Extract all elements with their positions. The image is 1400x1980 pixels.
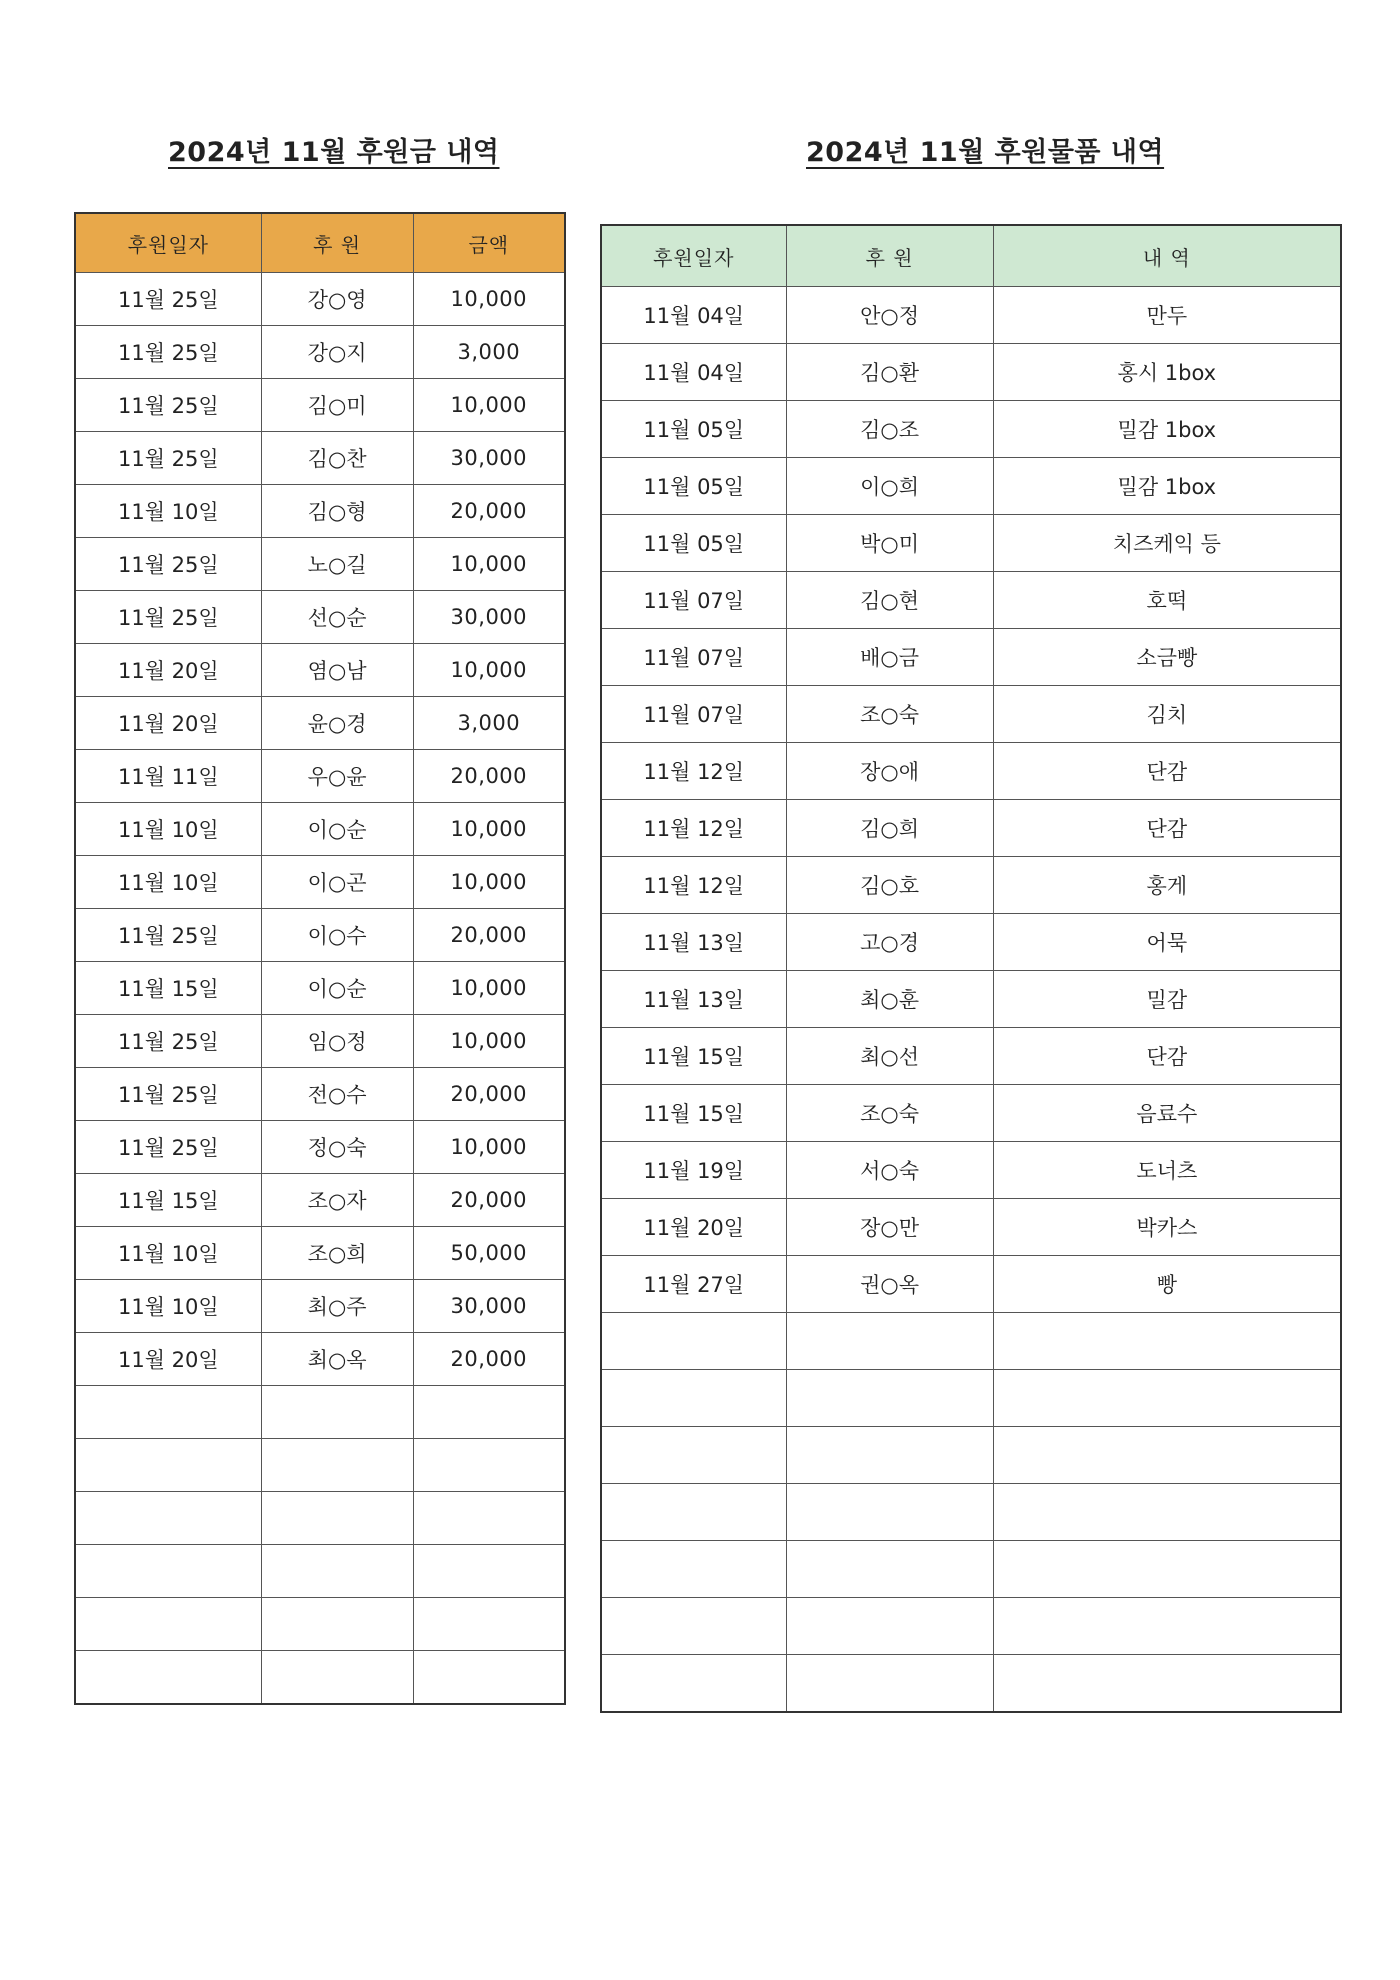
empty-cell xyxy=(601,1655,786,1713)
cell-amount: 10,000 xyxy=(413,273,565,326)
cell-date: 11월 07일 xyxy=(601,686,786,743)
table-row xyxy=(75,1174,565,1227)
cell-date: 11월 25일 xyxy=(75,432,261,485)
cell-donor: 박○미 xyxy=(786,515,993,572)
donation-goods-title: 2024년 11월 후원물품 내역 xyxy=(806,137,1165,168)
table-header-row xyxy=(75,213,565,273)
header-date: 후원일자 xyxy=(601,225,786,287)
table-row xyxy=(601,1028,1341,1085)
cell-donor: 정○숙 xyxy=(261,1121,413,1174)
empty-cell xyxy=(75,1492,261,1545)
cell-amount: 10,000 xyxy=(413,803,565,856)
table-header-row xyxy=(601,225,1341,287)
empty-cell xyxy=(601,1427,786,1484)
empty-cell xyxy=(413,1651,565,1705)
empty-cell xyxy=(786,1484,993,1541)
table-row xyxy=(75,1068,565,1121)
donation-goods-table xyxy=(600,224,1342,1713)
cell-date: 11월 19일 xyxy=(601,1142,786,1199)
donation-money-table xyxy=(74,212,566,1705)
empty-cell xyxy=(993,1598,1341,1655)
cell-items: 빵 xyxy=(993,1256,1341,1313)
table-row xyxy=(601,857,1341,914)
cell-amount: 30,000 xyxy=(413,432,565,485)
cell-date: 11월 15일 xyxy=(601,1028,786,1085)
cell-donor: 김○현 xyxy=(786,572,993,629)
cell-date: 11월 25일 xyxy=(75,379,261,432)
cell-date: 11월 25일 xyxy=(75,538,261,591)
cell-donor: 김○찬 xyxy=(261,432,413,485)
cell-date: 11월 04일 xyxy=(601,344,786,401)
cell-amount: 10,000 xyxy=(413,856,565,909)
table-row xyxy=(601,401,1341,458)
cell-donor: 최○옥 xyxy=(261,1333,413,1386)
cell-donor: 권○옥 xyxy=(786,1256,993,1313)
table-row xyxy=(75,644,565,697)
cell-donor: 이○수 xyxy=(261,909,413,962)
cell-date: 11월 12일 xyxy=(601,800,786,857)
cell-amount: 20,000 xyxy=(413,1174,565,1227)
cell-date: 11월 25일 xyxy=(75,273,261,326)
cell-date: 11월 10일 xyxy=(75,856,261,909)
cell-items: 단감 xyxy=(993,1028,1341,1085)
table-row xyxy=(75,379,565,432)
cell-items: 홍시 1box xyxy=(993,344,1341,401)
empty-cell xyxy=(993,1313,1341,1370)
empty-cell xyxy=(993,1655,1341,1713)
empty-cell xyxy=(413,1492,565,1545)
cell-date: 11월 20일 xyxy=(601,1199,786,1256)
table-row xyxy=(601,344,1341,401)
cell-donor: 조○숙 xyxy=(786,686,993,743)
cell-items: 음료수 xyxy=(993,1085,1341,1142)
table-row xyxy=(601,458,1341,515)
cell-amount: 30,000 xyxy=(413,591,565,644)
cell-date: 11월 20일 xyxy=(75,1333,261,1386)
empty-cell xyxy=(601,1313,786,1370)
cell-donor: 임○정 xyxy=(261,1015,413,1068)
cell-amount: 20,000 xyxy=(413,909,565,962)
cell-date: 11월 25일 xyxy=(75,1015,261,1068)
cell-date: 11월 10일 xyxy=(75,803,261,856)
empty-cell xyxy=(261,1545,413,1598)
cell-amount: 10,000 xyxy=(413,538,565,591)
cell-donor: 윤○경 xyxy=(261,697,413,750)
cell-donor: 조○자 xyxy=(261,1174,413,1227)
cell-amount: 20,000 xyxy=(413,485,565,538)
empty-row xyxy=(601,1427,1341,1484)
table-row xyxy=(601,629,1341,686)
cell-items: 소금빵 xyxy=(993,629,1341,686)
cell-items: 호떡 xyxy=(993,572,1341,629)
table-row xyxy=(75,1015,565,1068)
empty-row xyxy=(75,1545,565,1598)
empty-row xyxy=(601,1655,1341,1713)
table-row xyxy=(75,856,565,909)
header-donor: 후 원 xyxy=(261,213,413,273)
header-items: 내 역 xyxy=(993,225,1341,287)
table-row xyxy=(601,800,1341,857)
empty-cell xyxy=(601,1541,786,1598)
empty-cell xyxy=(75,1439,261,1492)
cell-amount: 20,000 xyxy=(413,750,565,803)
cell-date: 11월 07일 xyxy=(601,572,786,629)
cell-items: 홍게 xyxy=(993,857,1341,914)
cell-donor: 최○주 xyxy=(261,1280,413,1333)
table-row xyxy=(601,572,1341,629)
cell-date: 11월 10일 xyxy=(75,1227,261,1280)
table-row xyxy=(601,1142,1341,1199)
cell-amount: 10,000 xyxy=(413,962,565,1015)
table-row xyxy=(75,432,565,485)
empty-cell xyxy=(75,1386,261,1439)
empty-cell xyxy=(786,1313,993,1370)
cell-donor: 김○희 xyxy=(786,800,993,857)
cell-date: 11월 25일 xyxy=(75,1068,261,1121)
cell-donor: 이○순 xyxy=(261,803,413,856)
cell-donor: 최○선 xyxy=(786,1028,993,1085)
cell-donor: 우○윤 xyxy=(261,750,413,803)
table-row xyxy=(75,1121,565,1174)
table-row xyxy=(601,971,1341,1028)
empty-cell xyxy=(261,1439,413,1492)
cell-donor: 조○희 xyxy=(261,1227,413,1280)
cell-items: 박카스 xyxy=(993,1199,1341,1256)
empty-cell xyxy=(786,1370,993,1427)
cell-items: 단감 xyxy=(993,800,1341,857)
cell-donor: 장○애 xyxy=(786,743,993,800)
empty-cell xyxy=(261,1651,413,1705)
empty-row xyxy=(75,1651,565,1705)
cell-amount: 20,000 xyxy=(413,1068,565,1121)
cell-date: 11월 27일 xyxy=(601,1256,786,1313)
cell-items: 밀감 xyxy=(993,971,1341,1028)
cell-donor: 염○남 xyxy=(261,644,413,697)
table-row xyxy=(601,1256,1341,1313)
table-row xyxy=(75,1333,565,1386)
cell-date: 11월 10일 xyxy=(75,485,261,538)
cell-donor: 김○미 xyxy=(261,379,413,432)
empty-cell xyxy=(75,1545,261,1598)
cell-date: 11월 12일 xyxy=(601,857,786,914)
cell-amount: 10,000 xyxy=(413,379,565,432)
cell-date: 11월 13일 xyxy=(601,914,786,971)
empty-cell xyxy=(786,1427,993,1484)
cell-date: 11월 15일 xyxy=(75,962,261,1015)
cell-donor: 이○희 xyxy=(786,458,993,515)
donation-money-title: 2024년 11월 후원금 내역 xyxy=(168,137,500,168)
cell-date: 11월 11일 xyxy=(75,750,261,803)
cell-donor: 김○형 xyxy=(261,485,413,538)
cell-items: 밀감 1box xyxy=(993,458,1341,515)
empty-row xyxy=(601,1598,1341,1655)
table-row xyxy=(601,743,1341,800)
cell-date: 11월 05일 xyxy=(601,401,786,458)
cell-amount: 10,000 xyxy=(413,1121,565,1174)
empty-cell xyxy=(993,1370,1341,1427)
cell-date: 11월 25일 xyxy=(75,1121,261,1174)
table-row xyxy=(75,273,565,326)
cell-donor: 선○순 xyxy=(261,591,413,644)
table-row xyxy=(75,962,565,1015)
empty-cell xyxy=(601,1598,786,1655)
empty-cell xyxy=(75,1598,261,1651)
cell-date: 11월 20일 xyxy=(75,697,261,750)
cell-items: 도너츠 xyxy=(993,1142,1341,1199)
empty-cell xyxy=(993,1484,1341,1541)
table-row xyxy=(75,1227,565,1280)
empty-row xyxy=(601,1484,1341,1541)
empty-cell xyxy=(601,1484,786,1541)
empty-cell xyxy=(75,1651,261,1705)
cell-items: 치즈케익 등 xyxy=(993,515,1341,572)
cell-donor: 김○환 xyxy=(786,344,993,401)
header-donor: 후 원 xyxy=(786,225,993,287)
cell-donor: 최○훈 xyxy=(786,971,993,1028)
empty-row xyxy=(601,1370,1341,1427)
cell-donor: 안○정 xyxy=(786,287,993,344)
cell-donor: 전○수 xyxy=(261,1068,413,1121)
cell-donor: 강○영 xyxy=(261,273,413,326)
cell-date: 11월 13일 xyxy=(601,971,786,1028)
table-row xyxy=(75,750,565,803)
cell-amount: 3,000 xyxy=(413,697,565,750)
empty-cell xyxy=(261,1386,413,1439)
cell-items: 만두 xyxy=(993,287,1341,344)
empty-cell xyxy=(993,1427,1341,1484)
cell-date: 11월 25일 xyxy=(75,326,261,379)
empty-cell xyxy=(993,1541,1341,1598)
cell-donor: 김○호 xyxy=(786,857,993,914)
table-row xyxy=(601,914,1341,971)
empty-cell xyxy=(413,1598,565,1651)
cell-donor: 노○길 xyxy=(261,538,413,591)
cell-date: 11월 10일 xyxy=(75,1280,261,1333)
empty-row xyxy=(75,1439,565,1492)
table-row xyxy=(601,1199,1341,1256)
cell-amount: 30,000 xyxy=(413,1280,565,1333)
cell-date: 11월 15일 xyxy=(601,1085,786,1142)
cell-items: 밀감 1box xyxy=(993,401,1341,458)
cell-donor: 장○만 xyxy=(786,1199,993,1256)
empty-cell xyxy=(413,1439,565,1492)
empty-cell xyxy=(261,1492,413,1545)
cell-amount: 10,000 xyxy=(413,1015,565,1068)
cell-items: 어묵 xyxy=(993,914,1341,971)
cell-items: 김치 xyxy=(993,686,1341,743)
table-row xyxy=(601,686,1341,743)
donation-goods-rows xyxy=(601,287,1341,1713)
cell-donor: 배○금 xyxy=(786,629,993,686)
cell-donor: 고○경 xyxy=(786,914,993,971)
table-row xyxy=(75,1280,565,1333)
cell-donor: 이○순 xyxy=(261,962,413,1015)
cell-donor: 이○곤 xyxy=(261,856,413,909)
cell-date: 11월 07일 xyxy=(601,629,786,686)
empty-row xyxy=(75,1598,565,1651)
cell-date: 11월 25일 xyxy=(75,591,261,644)
table-row xyxy=(75,803,565,856)
cell-amount: 10,000 xyxy=(413,644,565,697)
cell-date: 11월 04일 xyxy=(601,287,786,344)
header-amount: 금액 xyxy=(413,213,565,273)
cell-donor: 김○조 xyxy=(786,401,993,458)
cell-donor: 강○지 xyxy=(261,326,413,379)
table-row xyxy=(75,591,565,644)
donation-money-rows xyxy=(75,273,565,1705)
cell-donor: 서○숙 xyxy=(786,1142,993,1199)
table-row xyxy=(75,697,565,750)
table-row xyxy=(75,485,565,538)
cell-date: 11월 05일 xyxy=(601,458,786,515)
table-row xyxy=(601,287,1341,344)
empty-cell xyxy=(786,1541,993,1598)
cell-amount: 20,000 xyxy=(413,1333,565,1386)
cell-donor: 조○숙 xyxy=(786,1085,993,1142)
empty-cell xyxy=(261,1598,413,1651)
empty-cell xyxy=(413,1545,565,1598)
empty-cell xyxy=(413,1386,565,1439)
cell-date: 11월 20일 xyxy=(75,644,261,697)
table-row xyxy=(75,909,565,962)
table-row xyxy=(601,515,1341,572)
empty-row xyxy=(75,1386,565,1439)
table-row xyxy=(601,1085,1341,1142)
empty-cell xyxy=(786,1655,993,1713)
empty-cell xyxy=(601,1370,786,1427)
cell-date: 11월 05일 xyxy=(601,515,786,572)
header-date: 후원일자 xyxy=(75,213,261,273)
cell-date: 11월 25일 xyxy=(75,909,261,962)
empty-cell xyxy=(786,1598,993,1655)
table-row xyxy=(75,538,565,591)
empty-row xyxy=(75,1492,565,1545)
cell-amount: 3,000 xyxy=(413,326,565,379)
empty-row xyxy=(601,1541,1341,1598)
cell-items: 단감 xyxy=(993,743,1341,800)
cell-date: 11월 12일 xyxy=(601,743,786,800)
table-row xyxy=(75,326,565,379)
empty-row xyxy=(601,1313,1341,1370)
cell-amount: 50,000 xyxy=(413,1227,565,1280)
cell-date: 11월 15일 xyxy=(75,1174,261,1227)
